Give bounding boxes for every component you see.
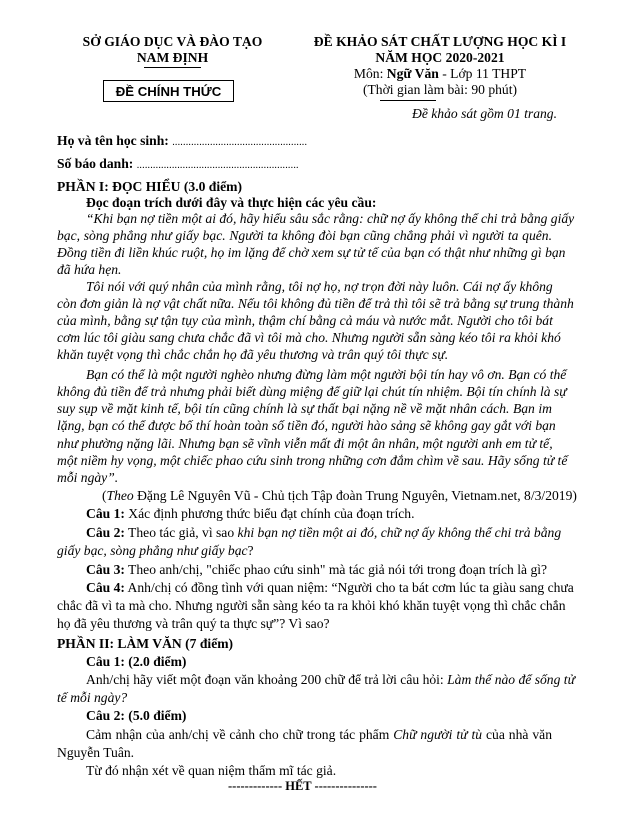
passage-line: mỗi ngày”. <box>57 470 119 485</box>
part2-question-2-cont: Nguyễn Tuân. <box>57 745 135 760</box>
p2-q1-label: Câu 1 <box>86 654 121 669</box>
source-theo: Theo <box>106 488 134 503</box>
subject-line <box>300 66 580 82</box>
p2-q1-points: : (2.0 điểm) <box>120 654 187 669</box>
passage-line: cơm lúc tôi giàu sang chưa chắc đã vì tôi mà cho. Nhưng người sẵn sàng kéo tôi ra khỏi khó <box>57 330 561 345</box>
q4-label: Câu 4: <box>86 580 125 595</box>
question-2 <box>86 525 562 541</box>
q1-text: Xác định phương thức biểu đạt chính của đoạn trích. <box>124 506 415 521</box>
exam-duration: (Thời gian làm bài: 90 phút) <box>362 82 518 97</box>
q4-text: Anh/chị có đồng tình với quan niệm: “Người cho ta bát cơm lúc ta giàu sang chưa <box>124 580 574 595</box>
p2-q2-text-end: của nhà văn <box>482 727 552 742</box>
q2-end: ? <box>247 543 254 558</box>
part2-question-1-cont: tế mỗi ngày? <box>57 690 128 705</box>
part2-question-1-heading <box>86 654 186 670</box>
passage-line: của mình, bằng sự tận tụy của mình, thậm chí bằng cả máu và nước mắt. Người cho tôi bát <box>57 313 553 328</box>
q2-italic-quote-cont: giấy bạc, sòng phẳng như giấy bạc <box>57 543 248 558</box>
subject-suffix: - Lớp 11 THPT <box>438 66 527 81</box>
question-1 <box>86 506 414 522</box>
passage-line: còn đơn giản là nợ vật chất nữa. Nếu tôi không đủ tiền để trả thì tôi sẽ trả bằng sự trung thành <box>57 296 574 311</box>
part1-instruction: Đọc đoạn trích dưới đây và thực hiện các yêu cầu: <box>86 195 377 210</box>
source-paren: ( <box>102 488 107 503</box>
q2-italic-quote: khi bạn nợ tiền một ai đó, chữ nợ ấy không thể chi trả bằng <box>237 525 562 540</box>
department-name: SỞ GIÁO DỤC VÀ ĐÀO TẠO <box>82 34 263 49</box>
student-name-field[interactable] <box>57 133 307 149</box>
part2-question-1-text <box>86 672 575 688</box>
end-of-exam-mark: ------------- HẾT --------------- <box>228 779 377 793</box>
passage-line: khăn tuyệt vọng thì chắc chắn họ đã yêu thương và trân quý tôi thực sự. <box>57 347 449 362</box>
school-year: NĂM HỌC 2020-2021 <box>375 50 505 65</box>
page-count-note: Đề khảo sát gồm 01 trang. <box>412 106 557 121</box>
part2-question-2-heading <box>86 708 186 724</box>
q1-label: Câu 1: <box>86 506 125 521</box>
student-id-dots: ............................................................ <box>136 160 299 171</box>
p2-q2-work-title: Chữ người tử tù <box>393 727 483 742</box>
q3-text: Theo anh/chị, "chiếc phao cứu sinh" mà tác giả nói tới trong đoạn trích là gì? <box>124 562 548 577</box>
question-4-line2: chắc đã vì ta mà cho. Nhưng người sẵn sàng kéo ta ra khỏi khó khăn tuyệt vọng thì chắc chắn <box>57 598 566 613</box>
student-id-field[interactable] <box>57 156 299 172</box>
passage-line: đã hứa hẹn. <box>57 262 122 277</box>
passage-line: suy sụp về mặt kinh tế, bội tín cũng chính là sự thất bại nặng nề về mặt nhân cách. Bạn im <box>57 401 552 416</box>
part2-question-2-text <box>86 727 552 743</box>
question-4-line3: họ đã yêu thương và trân quý ta thực sự”? Vì sao? <box>57 616 330 631</box>
q2-text: Theo tác giả, vì sao <box>124 525 238 540</box>
p2-q1-text: Anh/chị hãy viết một đoạn văn khoảng 200 chữ để trả lời câu hỏi: <box>86 672 448 687</box>
passage-line: Tôi nói với quý nhân của mình rằng, tôi nợ họ, nợ trọn đời này luôn. Cái nợ ấy không <box>86 279 553 294</box>
question-4 <box>86 580 574 596</box>
part2-question-2-line3: Từ đó nhận xét về quan niệm thẩm mĩ tác giả. <box>86 763 337 778</box>
student-id-label: Số báo danh: <box>57 156 134 171</box>
student-name-label: Họ và tên học sinh: <box>57 133 169 148</box>
passage-line: “Khi bạn nợ tiền một ai đó, hãy hiểu sâu sắc rằng: chữ nợ ấy không thể chi trả bằng giấy <box>86 211 575 226</box>
duration-underline <box>380 100 436 101</box>
p2-q2-text: Cảm nhận của anh/chị về cảnh cho chữ trong tác phẩm <box>86 727 394 742</box>
passage-line: bạc, sòng phẳng như giấy bạc. Người ta không đòi bạn cũng chẳng phải vì người ta quên. <box>57 228 552 243</box>
passage-line: lặng, bạn có thể được bố thí hoàn toàn số tiền đó, người hào sảng sẽ không gay gắt với bạn <box>57 418 556 433</box>
official-exam-badge: ĐỀ CHÍNH THỨC <box>103 80 234 102</box>
subject-name: Ngữ Văn <box>386 66 439 81</box>
subject-prefix: Môn: <box>353 66 387 81</box>
question-3 <box>86 562 547 578</box>
passage-line: Đồng tiền đi liền khúc ruột, họ im lặng để chờ xem sự tử tế của bạn có thật như những gì bạn <box>57 245 566 260</box>
passage-line: không đủ tiền để trả nhưng phải biết dùng miệng để giữ lại chút tín nhiệm. Bội tín chính là sự <box>57 384 567 399</box>
passage-line: một niềm hy vọng, một chiếc phao cứu sinh trong những cơn đắm chìm về sau. Hãy sống tử tế <box>57 453 568 468</box>
question-2-cont <box>57 543 254 559</box>
p2-q2-label: Câu 2 <box>86 708 121 723</box>
student-name-dots: .................................................. <box>172 137 308 148</box>
passage-line: Bạn có thể là một người nghèo nhưng đừng làm một người bội tín hay vô ơn. Bạn có thể <box>86 367 567 382</box>
province-name: NAM ĐỊNH <box>136 50 209 65</box>
part1-title: PHẦN I: ĐỌC HIỂU (3.0 điểm) <box>57 179 243 194</box>
exam-title: ĐỀ KHẢO SÁT CHẤT LƯỢNG HỌC KÌ I <box>313 34 567 49</box>
source-citation: Đặng Lê Nguyên Vũ - Chủ tịch Tập đoàn Trung Nguyên, Vietnam.net, 8/3/2019) <box>133 488 577 503</box>
q2-label: Câu 2: <box>86 525 125 540</box>
passage-source <box>102 488 577 504</box>
header-underline <box>144 67 201 68</box>
p2-q2-points: : (5.0 điểm) <box>120 708 187 723</box>
passage-line: như phường nặng lãi. Nhưng bạn sẽ vĩnh viễn mất đi một ân nhân, một người anh em tử tế, <box>57 436 553 451</box>
p2-q1-italic: Làm thế nào để sống tử <box>447 672 575 687</box>
part2-title: PHẦN II: LÀM VĂN (7 điểm) <box>57 636 234 651</box>
q3-label: Câu 3: <box>86 562 125 577</box>
